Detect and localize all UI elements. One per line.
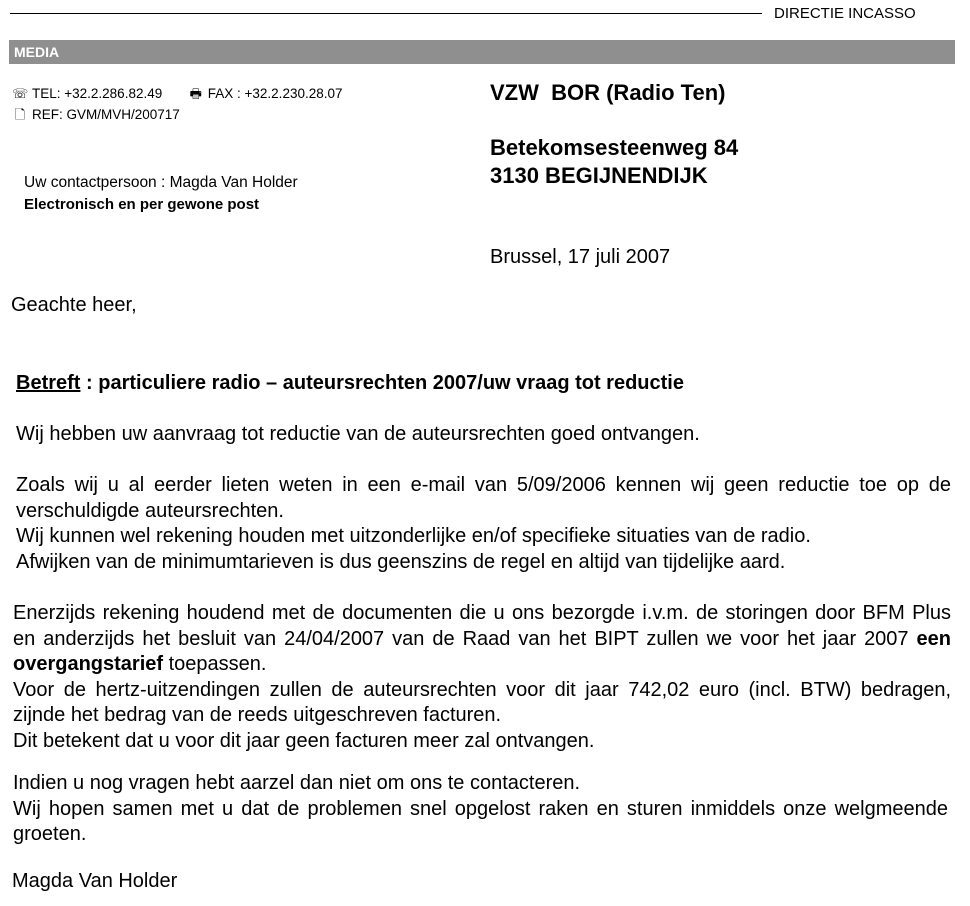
- paragraph-3-line-3: Dit betekent dat u voor dit jaar geen facturen meer zal ontvangen.: [13, 729, 595, 752]
- paragraph-3-text-b: toepassen.: [163, 653, 267, 675]
- sender-tel: TEL: +32.2.286.82.49: [32, 86, 163, 101]
- contact-person: Uw contactpersoon : Magda Van Holder: [24, 174, 298, 191]
- section-bar-label: MEDIA: [14, 44, 60, 60]
- section-bar: [9, 40, 955, 64]
- paragraph-3-line-2: Voor de hertz-uitzendingen zullen de auteursrechten voor dit jaar 742,02 euro (incl. BTW) bedragen, zijnde het bedrag van de reeds uitgeschreven facturen.: [13, 678, 951, 726]
- paragraph-3: [13, 601, 951, 754]
- phone-icon: ☏: [12, 86, 29, 101]
- sender-ref-text: REF: GVM/MVH/200717: [32, 107, 180, 122]
- subject-label: Betreft: [16, 372, 81, 394]
- signature: Magda Van Holder: [12, 870, 178, 892]
- recipient-street: Betekomsesteenweg 84: [490, 135, 739, 160]
- sender-fax: FAX : +32.2.230.28.07: [207, 86, 343, 101]
- paragraph-4-line-1: Indien u nog vragen hebt aarzel dan niet om ons te contacteren.: [13, 772, 581, 794]
- letter-date: Brussel, 17 juli 2007: [490, 246, 671, 268]
- paragraph-3-text-a: Enerzijds rekening houdend met de documenten die u ons bezorgde i.v.m. de storingen door BFM Plus en anderzijds het besluit van 24/04/2007 van de Raad van het BIPT zullen we voor het jaar 2007: [13, 602, 951, 650]
- paragraph-2-line-2: Wij kunnen wel rekening houden met uitzonderlijke en/of specifieke situaties van de radio.: [16, 525, 811, 547]
- delivery-method: Electronisch en per gewone post: [24, 196, 260, 213]
- contact-block: [24, 172, 298, 216]
- salutation: Geachte heer,: [11, 294, 137, 316]
- department-label: DIRECTIE INCASSO: [774, 5, 916, 22]
- fax-icon: 🖶: [189, 86, 202, 101]
- recipient-name: VZW BOR (Radio Ten): [490, 80, 726, 105]
- paragraph-2-line-3: Afwijken van de minimumtarieven is dus geenszins de regel en altijd van tijdelijke aard.: [16, 550, 786, 573]
- paragraph-4-line-2: Wij hopen samen met u dat de problemen snel opgelost raken en sturen inmiddels onze welgmeende groeten.: [13, 797, 948, 845]
- paragraph-3-line-1: [13, 601, 951, 678]
- subject-text: : particuliere radio – auteursrechten 2007/uw vraag tot reductie: [80, 372, 684, 394]
- sender-phone-fax: [12, 85, 343, 107]
- recipient-city: 3130 BEGIJNENDIJK: [490, 163, 708, 188]
- document-icon: 🗋: [14, 107, 26, 122]
- paragraph-3-bold: een overgangstarief: [13, 627, 951, 675]
- paragraph-1: Wij hebben uw aanvraag tot reductie van de auteursrechten goed ontvangen.: [16, 423, 700, 445]
- sender-ref: [12, 106, 180, 128]
- paragraph-2-line-1: Zoals wij u al eerder lieten weten in een e-mail van 5/09/2006 kennen wij geen reductie toe op de verschuldigde auteursrechten.: [16, 474, 951, 522]
- paragraph-2: [16, 473, 951, 575]
- paragraph-4: [13, 771, 948, 848]
- header-rule: [10, 13, 762, 14]
- subject-line: [16, 372, 684, 395]
